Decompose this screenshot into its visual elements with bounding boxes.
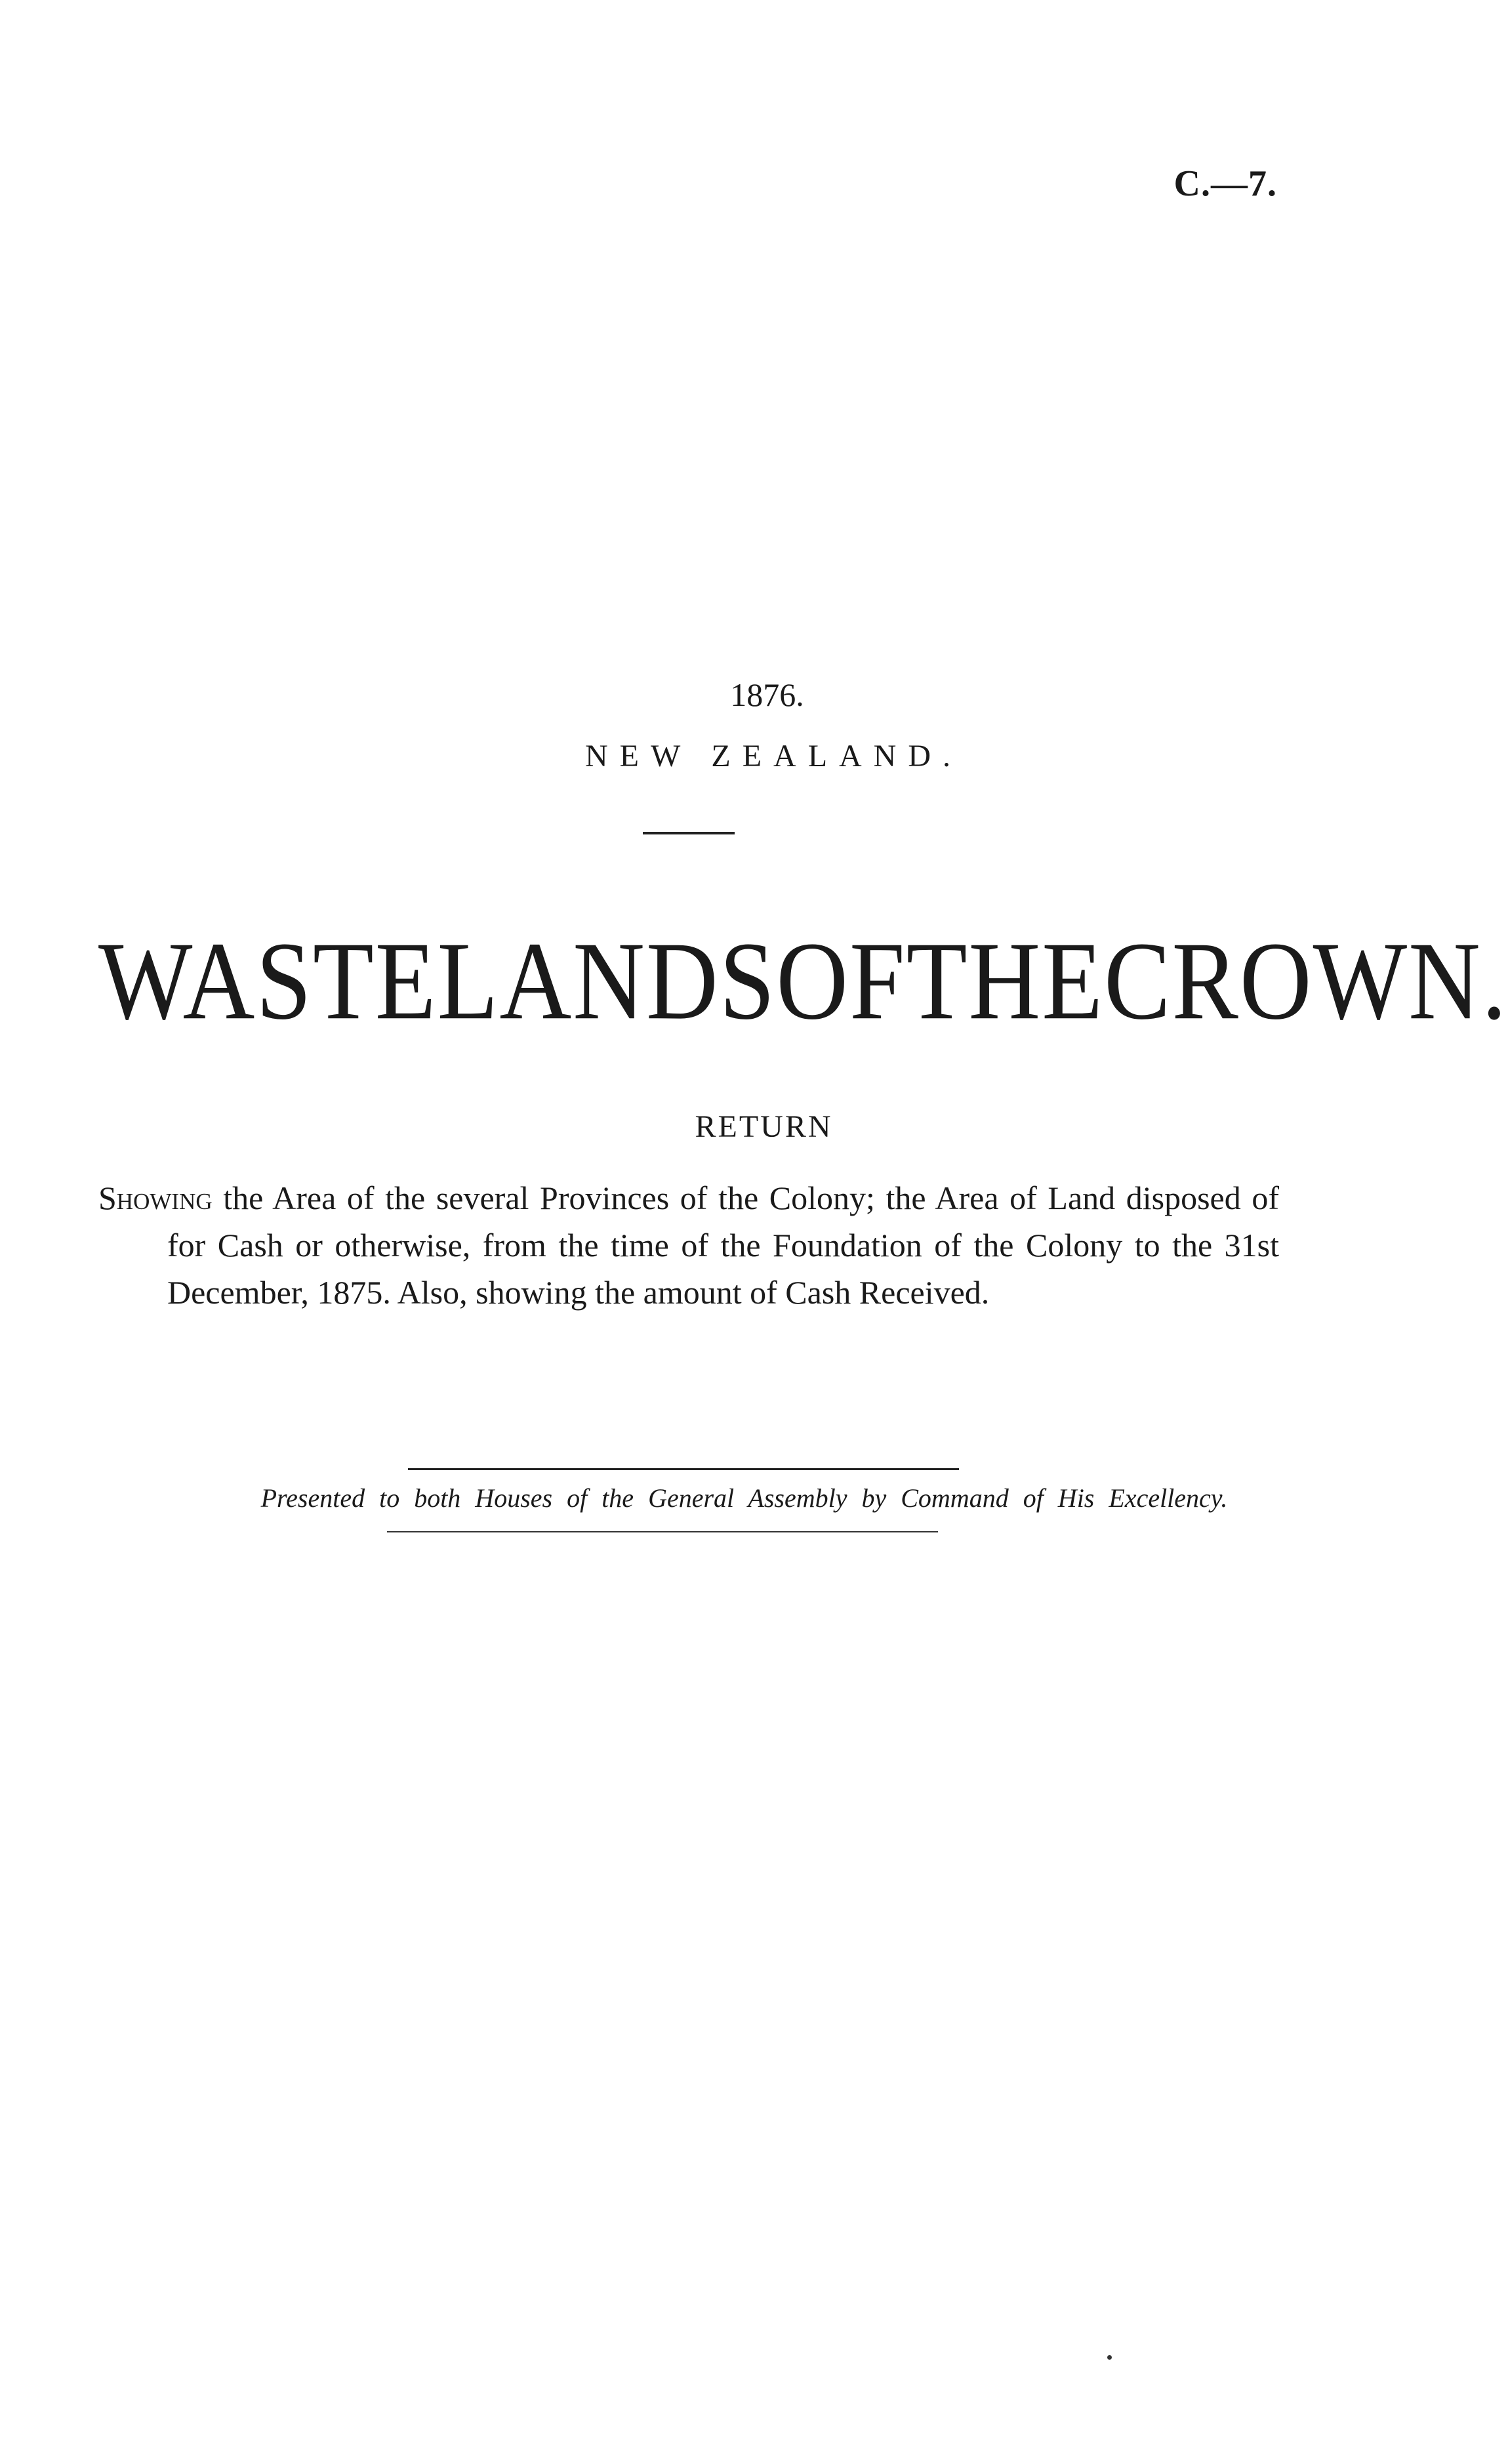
document-reference: C.—7.: [1173, 163, 1277, 204]
title-word: CROWN.: [1104, 919, 1508, 1043]
presented-line: Presented to both Houses of the General Assembly by Command of His Excellency.: [260, 1483, 1228, 1513]
main-title: [98, 919, 1508, 1043]
title-word: THE: [906, 919, 1105, 1043]
description-text: the Area of the several Provinces of the Colony; the Area of Land disposed of for Cash or otherwise, from the time of the Foundation of the Colony to the 31st December, 1875. Also, showing the amount of Cash Received.: [167, 1180, 1279, 1311]
title-word: LANDS: [437, 919, 777, 1043]
short-divider: [643, 832, 735, 834]
return-heading: RETURN: [695, 1109, 833, 1144]
upper-rule: [408, 1468, 959, 1470]
year: 1876.: [730, 676, 804, 713]
print-speck: [1107, 2355, 1112, 2360]
title-word: OF: [776, 919, 907, 1043]
description-lead: Showing: [98, 1180, 213, 1216]
country-name: NEW ZEALAND.: [584, 739, 963, 773]
return-description: [98, 1174, 1279, 1316]
title-word: WASTE: [98, 919, 438, 1043]
lower-rule: [387, 1531, 938, 1532]
